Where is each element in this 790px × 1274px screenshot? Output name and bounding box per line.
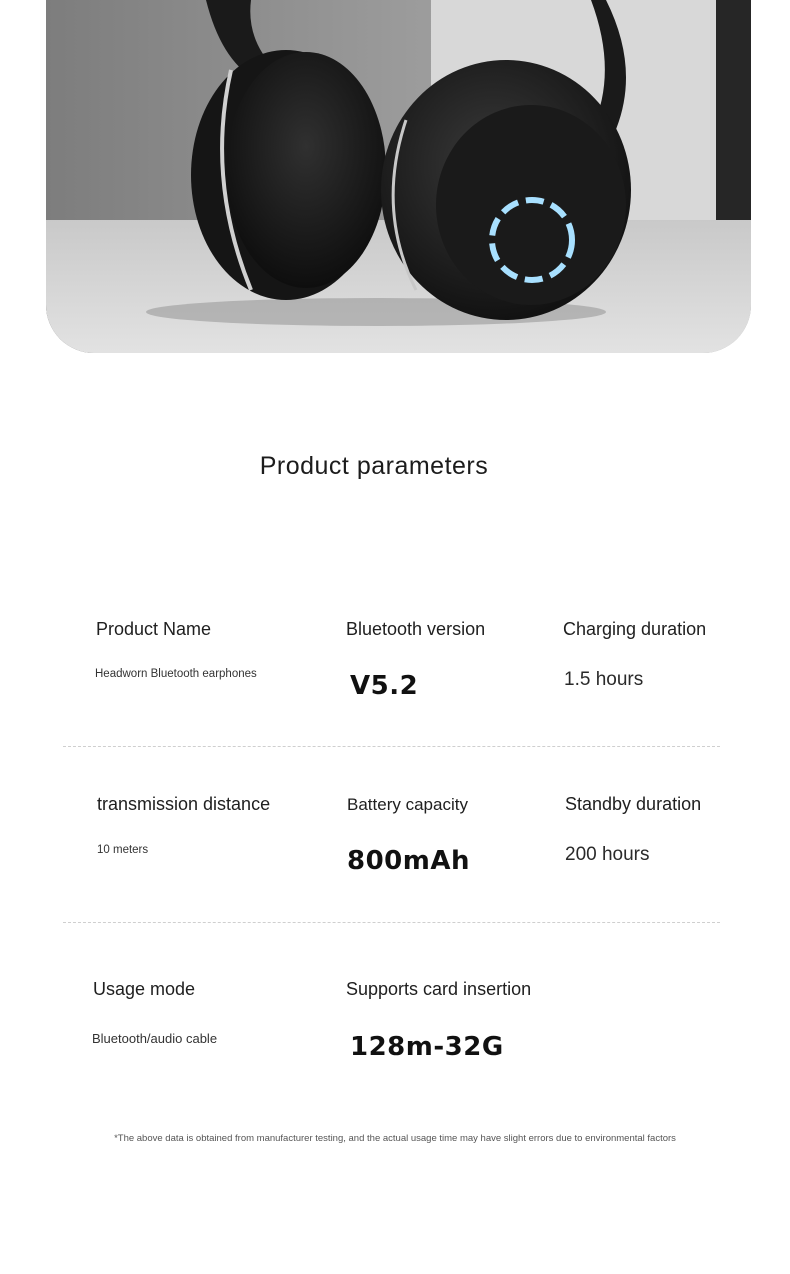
headphones-product-image bbox=[46, 0, 751, 353]
param-value-charging-duration: 1.5 hours bbox=[564, 669, 644, 690]
param-label-standby-duration: Standby duration bbox=[565, 794, 702, 814]
row-divider bbox=[63, 922, 720, 923]
param-label-product-name: Product Name bbox=[96, 619, 212, 639]
param-value-bluetooth-version: V5.2 bbox=[350, 671, 419, 701]
param-label-charging-duration: Charging duration bbox=[563, 619, 707, 639]
param-label-transmission-distance: transmission distance bbox=[97, 794, 271, 814]
headphones-illustration bbox=[46, 0, 751, 353]
section-title: Product parameters bbox=[259, 452, 489, 480]
param-label-card-insertion: Supports card insertion bbox=[346, 979, 532, 999]
param-label-battery-capacity: Battery capacity bbox=[347, 795, 468, 814]
param-value-transmission-distance: 10 meters bbox=[97, 844, 149, 856]
param-label-usage-mode: Usage mode bbox=[93, 979, 196, 999]
param-value-card-insertion: 128m-32G bbox=[350, 1032, 504, 1062]
param-value-battery-capacity: 800mAh bbox=[347, 846, 470, 876]
param-label-bluetooth-version: Bluetooth version bbox=[346, 619, 486, 639]
param-value-product-name: Headworn Bluetooth earphones bbox=[95, 668, 257, 680]
param-value-standby-duration: 200 hours bbox=[565, 844, 650, 865]
row-divider bbox=[63, 746, 720, 747]
param-value-usage-mode: Bluetooth/audio cable bbox=[92, 1031, 218, 1046]
footnote-disclaimer: *The above data is obtained from manufacturer testing, and the actual usage time may have slight errors due to environmental factors bbox=[114, 1133, 676, 1144]
